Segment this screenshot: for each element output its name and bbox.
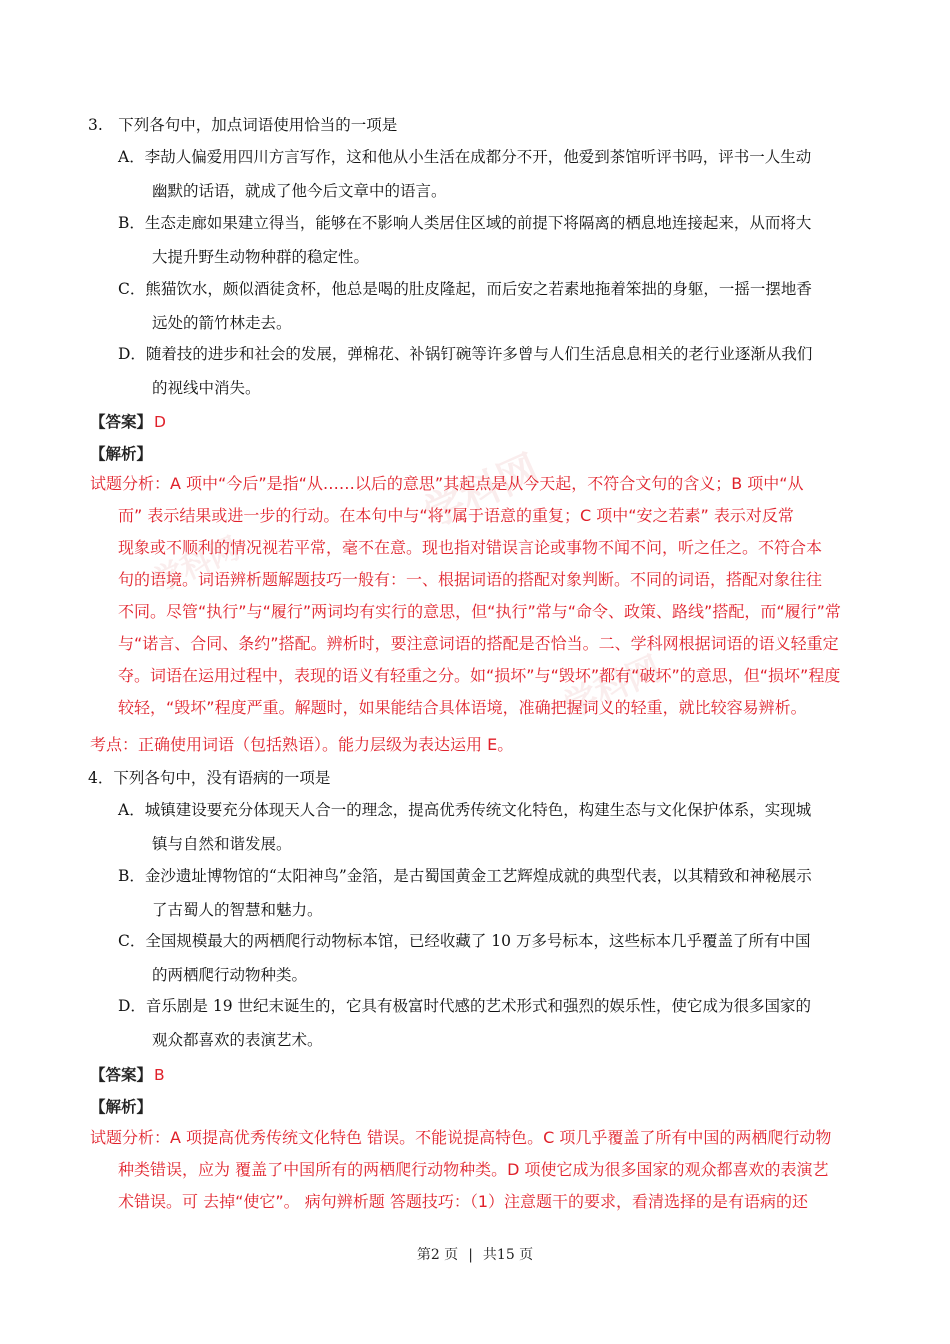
option-line-1: A．城镇建设要充分体现天人合一的理念，提高优秀传统文化特色，构建生态与文化保护体系，实现城 bbox=[118, 801, 812, 819]
watermark-2: 学科网 bbox=[557, 648, 668, 727]
watermark-3: 学科网 bbox=[148, 530, 245, 600]
point-line: 考点：正确使用词语（包括熟语）。能力层级为表达运用 E。 bbox=[90, 735, 514, 754]
analysis-label: 【解析】 bbox=[90, 445, 153, 463]
analysis-line: 而” 表示结果或进一步的行动。在本句中与“将”属于语意的重复；C 项中“安之若素” 表示对反常 bbox=[118, 506, 794, 525]
option-line-1: B．金沙遗址博物馆的“太阳神鸟”金箔，是古蜀国黄金工艺辉煌成就的典型代表，以其精致和神秘展示 bbox=[118, 867, 812, 885]
q4-option-b bbox=[118, 859, 868, 927]
answer-label: 【答案】 bbox=[90, 1066, 153, 1084]
analysis-line: 较轻，“毁坏”程度严重。解题时，如果能结合具体语境，准确把握词义的轻重，就比较容易辨析。 bbox=[118, 698, 807, 717]
option-line-2: 了古蜀人的智慧和魅力。 bbox=[152, 901, 323, 919]
option-line-2: 的两栖爬行动物种类。 bbox=[152, 966, 308, 984]
analysis-line: 与“诺言、合同、条约”搭配。辨析时，要注意词语的搭配是否恰当。二、学科网根据词语的语义轻重定 bbox=[118, 634, 839, 653]
q4-option-d bbox=[118, 989, 868, 1057]
analysis-label: 【解析】 bbox=[90, 1098, 153, 1116]
option-line-2: 的视线中消失。 bbox=[152, 379, 261, 397]
analysis-line: 试题分析：A 项提高优秀传统文化特色 错误。不能说提高特色。C 项几乎覆盖了所有中国的两栖爬行动物 bbox=[90, 1128, 832, 1147]
question-4-title: 4．下列各句中，没有语病的一项是 bbox=[88, 769, 331, 787]
option-line-2: 镇与自然和谐发展。 bbox=[152, 835, 292, 853]
q3-option-a bbox=[118, 140, 868, 208]
analysis-line: 夺。词语在运用过程中，表现的语义有轻重之分。如“损坏”与“毁坏”都有“破坏”的意思，但“损坏”程度 bbox=[118, 666, 841, 685]
analysis-line: 种类错误，应为 覆盖了中国所有的两栖爬行动物种类。D 项使它成为很多国家的观众都喜欢的表演艺 bbox=[118, 1160, 829, 1179]
answer-label: 【答案】 bbox=[90, 413, 153, 431]
page-number: 第2 页 bbox=[416, 1247, 459, 1263]
q3-option-c bbox=[118, 272, 868, 340]
option-line-1: A．李劼人偏爱用四川方言写作，这和他从小生活在成都分不开，他爱到茶馆听评书吗，评书一人生动 bbox=[118, 148, 812, 166]
q4-analysis-label bbox=[90, 1095, 152, 1117]
option-line-1: C．熊猫饮水，颇似酒徒贪杯，他总是喝的肚皮隆起，而后安之若素地拖着笨拙的身躯，一摇一摆地香 bbox=[118, 280, 812, 298]
analysis-line: 试题分析：A 项中“今后”是指“从……以后的意思”其起点是从今天起，不符合文句的含义；B 项中“从 bbox=[90, 474, 804, 493]
question-3-title: 3. 下列各句中，加点词语使用恰当的一项是 bbox=[88, 116, 398, 134]
q3-analysis-label bbox=[90, 442, 152, 464]
answer-value: B bbox=[154, 1066, 165, 1084]
option-line-1: D．音乐剧是 19 世纪末诞生的，它具有极富时代感的艺术形式和强烈的娱乐性，使它成为很多国家的 bbox=[118, 997, 812, 1015]
answer-value: D bbox=[154, 413, 166, 431]
q3-point bbox=[90, 730, 870, 760]
option-line-2: 观众都喜欢的表演艺术。 bbox=[152, 1031, 323, 1049]
q4-option-c bbox=[118, 924, 868, 992]
analysis-line: 术错误。可 去掉“使它”。 病句辨析题 答题技巧：（1）注意题干的要求，看清选择的是有语病的还 bbox=[118, 1192, 809, 1211]
option-line-2: 幽默的话语，就成了他今后文章中的语言。 bbox=[152, 182, 447, 200]
q4-answer bbox=[90, 1063, 165, 1085]
option-line-2: 远处的箭竹林走去。 bbox=[152, 314, 292, 332]
q4-option-a bbox=[118, 793, 868, 861]
q3-option-d bbox=[118, 337, 868, 405]
analysis-line: 不同。尽管“执行”与“履行”两词均有实行的意思，但“执行”常与“命令、政策、路线”搭配，而“履行”常 bbox=[118, 602, 841, 621]
watermark-1: 学科网 bbox=[417, 446, 546, 538]
page-footer bbox=[0, 1244, 950, 1264]
page-total: 共15 页 bbox=[482, 1247, 534, 1263]
footer-separator: | bbox=[468, 1247, 473, 1263]
option-line-1: C．全国规模最大的两栖爬行动物标本馆，已经收藏了 10 万多号标本，这些标本几乎覆盖了所有中国 bbox=[118, 932, 811, 950]
q3-analysis bbox=[90, 468, 870, 724]
q3-option-b bbox=[118, 206, 868, 274]
q3-answer bbox=[90, 410, 166, 432]
analysis-line: 句的语境。词语辨析题解题技巧一般有：一、根据词语的搭配对象判断。不同的词语，搭配对象往往 bbox=[118, 570, 823, 589]
option-line-2: 大提升野生动物种群的稳定性。 bbox=[152, 248, 370, 266]
option-line-1: B．生态走廊如果建立得当，能够在不影响人类居住区域的前提下将隔离的栖息地连接起来，从而将大 bbox=[118, 214, 812, 232]
option-line-1: D．随着技的进步和社会的发展，弹棉花、补锅钉碗等许多曾与人们生活息息相关的老行业逐渐从我们 bbox=[118, 345, 813, 363]
analysis-line: 现象或不顺利的情况视若平常，毫不在意。现也指对错误言论或事物不闻不问，听之任之。不符合本 bbox=[118, 538, 823, 557]
q4-analysis bbox=[90, 1122, 870, 1218]
